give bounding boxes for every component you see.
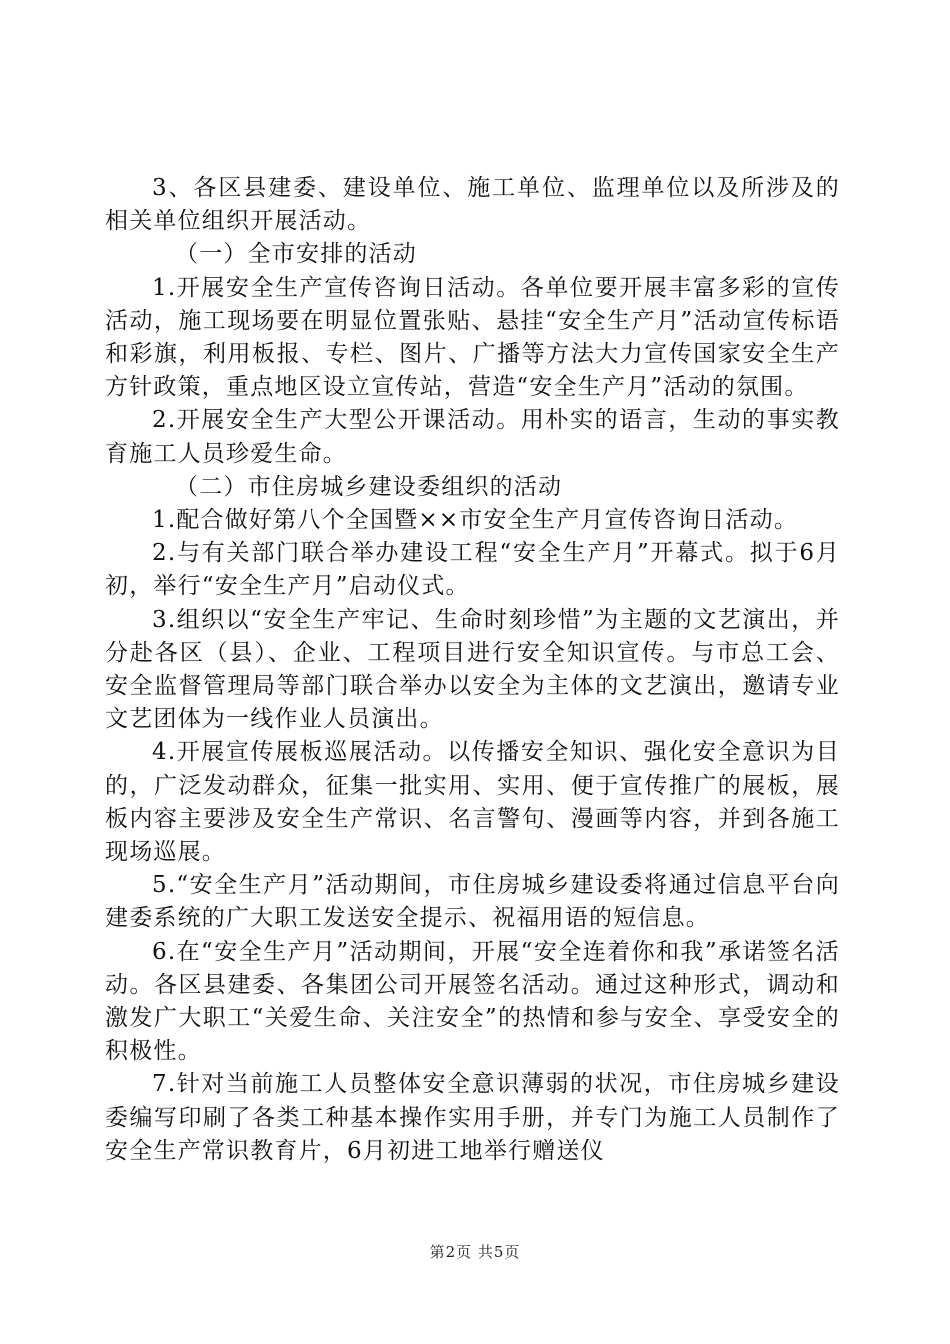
paragraph-consultation-day: 1.开展安全生产宣传咨询日活动。各单位要开展丰富多彩的宣传活动，施工现场要在明显位置张贴、悬挂“安全生产月”活动宣传标语和彩旗，利用板报、专栏、图片、广播等方法大力宣传国家安全生产方针政策，重点地区设立宣传站，营造“安全生产月”活动的氛围。 [105, 274, 840, 401]
paragraph-art-performance: 3.组织以“安全生产牢记、生命时刻珍惜”为主题的文艺演出，并分赴各区（县）、企业、工程项目进行安全知识宣传。与市总工会、安全监督管理局等部门联合举办以安全为主体的文艺演出，邀请专业文艺团体为一线作业人员演出。 [105, 606, 840, 733]
document-body [105, 172, 840, 1168]
section-heading-city-activities: （一）全市安排的活动 [175, 241, 417, 268]
paragraph-3-units: 3、各区县建委、建设单位、施工单位、监理单位以及所涉及的相关单位组织开展活动。 [105, 175, 840, 235]
section-heading-commission-activities: （二）市住房城乡建设委组织的活动 [175, 473, 563, 500]
paragraph-open-class: 2.开展安全生产大型公开课活动。用朴实的语言，生动的事实教育施工人员珍爱生命。 [105, 407, 840, 467]
paragraph-opening-ceremony: 2.与有关部门联合举办建设工程“安全生产月”开幕式。拟于6月初，举行“安全生产月”启动仪式。 [105, 540, 840, 600]
paragraph-sms-messages: 5.“安全生产月”活动期间，市住房城乡建设委将通过信息平台向建委系统的广大职工发送安全提示、祝福用语的短信息。 [105, 872, 840, 932]
paragraph-operation-handbooks: 7.针对当前施工人员整体安全意识薄弱的状况，市住房城乡建设委编写印刷了各类工种基本操作实用手册，并专门为施工人员制作了安全生产常识教育片，6月初进工地举行赠送仪 [105, 1071, 840, 1164]
paragraph-signature-activity: 6.在“安全生产月”活动期间，开展“安全连着你和我”承诺签名活动。各区县建委、各集团公司开展签名活动。通过这种形式，调动和激发广大职工“关爱生命、关注安全”的热情和参与安全、享受安全的积极性。 [105, 938, 840, 1065]
paragraph-exhibition-boards: 4.开展宣传展板巡展活动。以传播安全知识、强化安全意识为目的，广泛发动群众，征集一批实用、实用、便于宣传推广的展板，展板内容主要涉及安全生产常识、名言警句、漫画等内容，并到各施工现场巡展。 [105, 739, 840, 866]
page-number-footer: 第2页 共5页 [429, 1243, 521, 1261]
paragraph-national-safety-month: 1.配合做好第八个全国暨××市安全生产月宣传咨询日活动。 [152, 507, 799, 534]
